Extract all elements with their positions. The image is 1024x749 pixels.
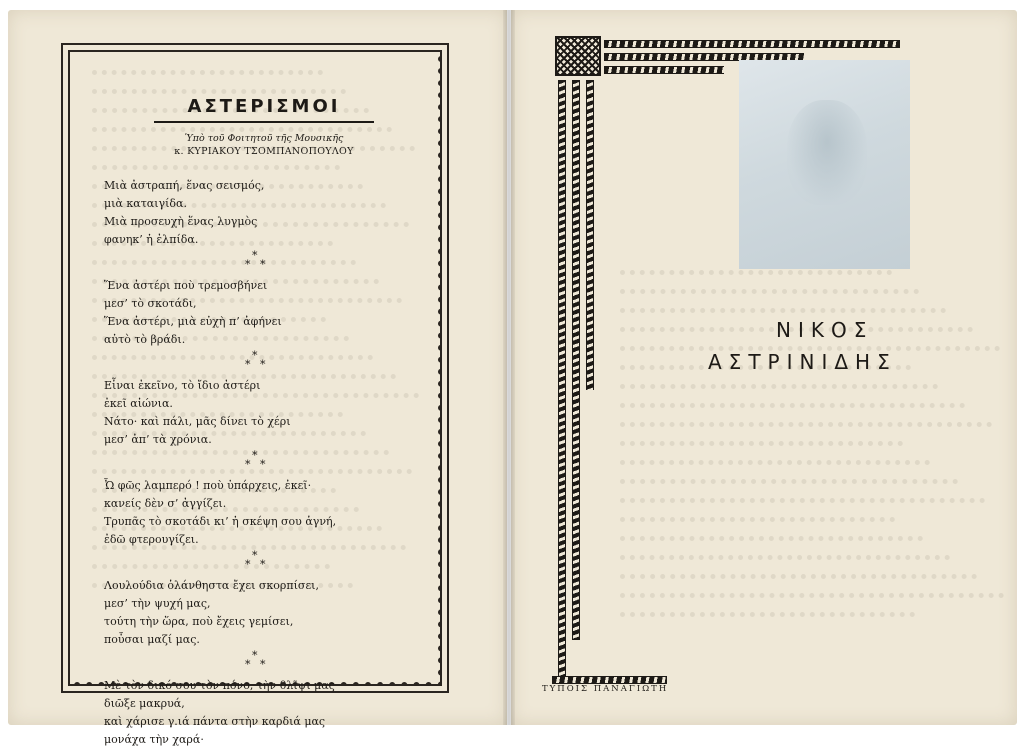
separator-star: *	[252, 349, 258, 362]
poem-line: Νάτο· καὶ πάλι, μᾶς δίνει τὸ χέρι	[104, 415, 291, 428]
poem-line: ποὖσαι μαζί μας.	[104, 633, 200, 646]
poem-line: κανείς δὲν σ’ ἀγγίζει.	[104, 497, 227, 510]
poem-author: κ. ΚΥΡΙΑΚΟΥ ΤΣΟΜΠΑΝΟΠΟΥΛΟΥ	[174, 146, 354, 157]
poem-stanza	[104, 277, 424, 349]
printer-credit: ΤΥΠΟΙΣ ΠΑΝΑΓΙΩΤΗ	[542, 684, 669, 694]
poem-line: Μιὰ προσευχὴ ἕνας λυγμὸς	[104, 215, 258, 228]
poem-line: αὐτὸ τὸ βράδι.	[104, 333, 186, 346]
ornament-top-bar	[604, 40, 900, 48]
person-first-name: ΝΙΚΟΣ	[776, 318, 874, 342]
separator-star: *	[260, 258, 266, 271]
poem-line: τούτη τὴν ὥρα, ποὺ ἔχεις γεμίσει,	[104, 615, 294, 628]
separator-star: *	[260, 558, 266, 571]
poem-line: Τρυπᾶς τὸ σκοτάδι κι’ ἡ σκέψη σου ἁγνή,	[104, 515, 337, 528]
ornament-vertical-bar-2	[572, 80, 580, 640]
separator-star: *	[252, 649, 258, 662]
poem-line: μιὰ καταιγίδα.	[104, 197, 187, 210]
separator-star: *	[245, 358, 251, 371]
person-last-name: ΑΣΤΡΙΝΙΔΗΣ	[708, 350, 897, 374]
poem-title: ΑΣΤΕΡΙΣΜΟΙ	[154, 96, 374, 123]
poem-block	[104, 96, 424, 749]
poem-line: μεσ’ τὸ σκοτάδι,	[104, 297, 197, 310]
ornament-top-bar-3	[604, 66, 724, 74]
poem-stanzas	[104, 177, 424, 749]
poem-stanza	[104, 477, 424, 549]
stanza-separator	[104, 449, 424, 477]
book-gutter	[503, 10, 515, 725]
stanza-separator	[104, 549, 424, 577]
poem-line: διῶξε μακρυά,	[104, 697, 185, 710]
poem-line: Εἶναι ἐκεῖνο, τὸ ἴδιο ἀστέρι	[104, 379, 261, 392]
ornament-vertical-bar-3	[586, 80, 594, 390]
poem-line: ἐκεῖ αἰώνια.	[104, 397, 173, 410]
poem-stanza	[104, 577, 424, 649]
separator-star: *	[260, 458, 266, 471]
poem-line: Μιὰ ἀστραπή, ἕνας σεισμός,	[104, 179, 265, 192]
poem-line: μεσ’ ἀπ’ τὰ χρόνια.	[104, 433, 212, 446]
stanza-separator	[104, 249, 424, 277]
stanza-separator	[104, 349, 424, 377]
separator-star: *	[252, 449, 258, 462]
separator-star: *	[260, 658, 266, 671]
poem-line: Λουλούδια ὁλάνθηστα ἔχει σκορπίσει,	[104, 579, 319, 592]
poem-line: Ἕνα ἀστέρι ποὺ τρεμοσβήνει	[104, 279, 268, 292]
poem-line: Ἕνα ἀστέρι, μιὰ εὐχὴ π’ ἀφήνει	[104, 315, 282, 328]
stanza-separator	[104, 649, 424, 677]
ornament-corner-box	[555, 36, 601, 76]
separator-star: *	[245, 458, 251, 471]
separator-star: *	[245, 558, 251, 571]
ornament-bottom-bar	[552, 676, 667, 684]
poem-line: Μὲ τὸν δικό σου τὸν πόνο, τὴν θλῖψι μας	[104, 679, 335, 692]
separator-star: *	[245, 258, 251, 271]
poem-line: μονάχα τὴν χαρά·	[104, 733, 204, 746]
portrait-photo	[739, 60, 910, 269]
separator-star: *	[252, 549, 258, 562]
poem-byline: Ὑπὸ τοῦ Φοιτητοῦ τῆς Μουσικῆς	[184, 133, 344, 144]
poem-stanza	[104, 377, 424, 449]
poem-line: καὶ χάρισε γ.ιά πάντα στὴν καρδιά μας	[104, 715, 326, 728]
separator-star: *	[245, 658, 251, 671]
poem-line: ἐδῶ φτερουγίζει.	[104, 533, 199, 546]
separator-star: *	[260, 358, 266, 371]
poem-line: Ὦ φῶς λαμπερό ! ποὺ ὑπάρχεις, ἐκεῖ·	[104, 479, 312, 492]
poem-line: φανηκ’ ἡ ἐλπίδα.	[104, 233, 199, 246]
ornament-vertical-bar-1	[558, 80, 566, 680]
separator-star: *	[252, 249, 258, 262]
poem-stanza	[104, 177, 424, 249]
poem-stanza	[104, 677, 424, 749]
poem-line: μεσ’ τὴν ψυχή μας,	[104, 597, 211, 610]
portrait-face	[787, 100, 867, 205]
